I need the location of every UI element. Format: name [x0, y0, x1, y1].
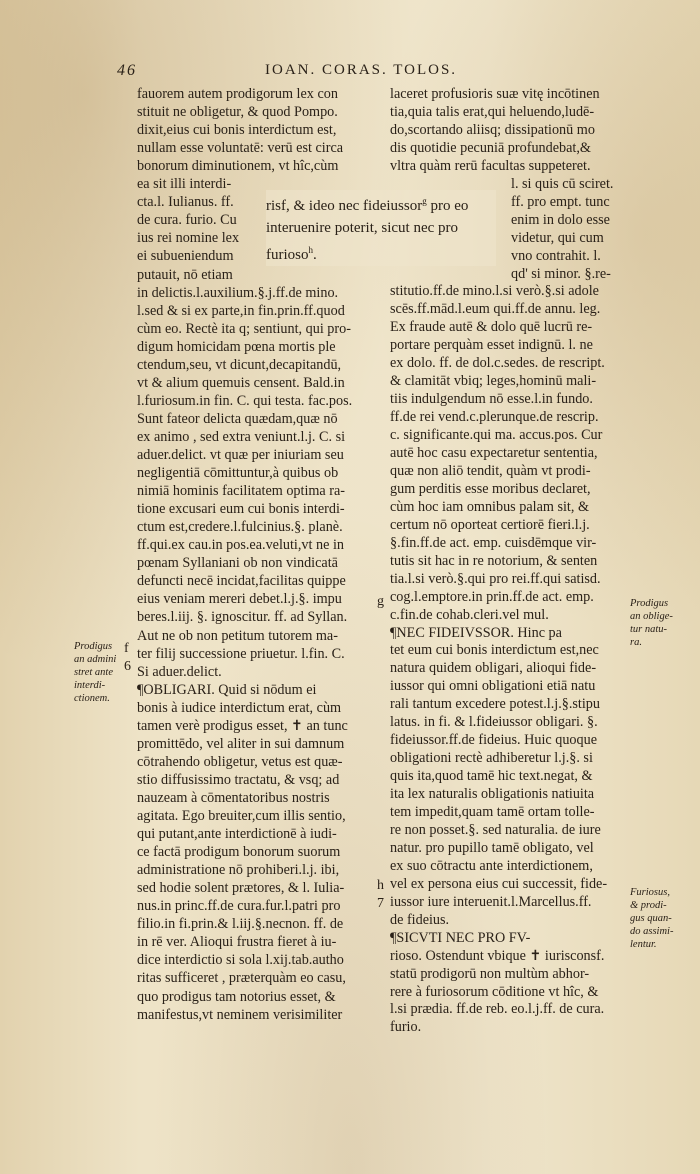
reference-mark-g: g	[377, 594, 384, 609]
text-line: vltra quàm rerū facultas suppeteret.	[390, 157, 591, 174]
center-insert-line	[266, 217, 496, 239]
text-line: ¶SICVTI NEC PRO FV-	[390, 929, 531, 946]
text-line: c. significante.qui ma. accus.pos. Cur	[390, 427, 603, 444]
text-line: sed hodie solent prætores, & l. Iulia-	[137, 880, 345, 897]
text-line: beres.l.iij. §. ignoscitur. ff. ad Syllan.	[137, 609, 348, 626]
text-line: digum homicidam pœna mortis ple	[137, 338, 336, 355]
left-margin-note	[74, 640, 116, 705]
center-insert-text: interuenire poterit, sicut nec pro	[266, 220, 459, 236]
text-line: obligationi rectè adhiberetur l.j.§. si	[390, 750, 593, 767]
text-line: rali tantum excedere potest.l.j.§.stipu	[390, 696, 600, 713]
text-line: promittēdo, vel aliter in sui damnum	[137, 735, 345, 752]
text-line: bonorum diminutionem, vt hîc,cùm	[137, 158, 339, 175]
center-insert-text: risf, & ideo nec fideiussor$^g$ pro eo	[266, 196, 469, 214]
note-line: gus quan-	[630, 913, 672, 924]
text-line: dis quotidie pecuniā profundebat,&	[390, 139, 591, 156]
text-line: rioso. Ostendunt vbique ✝ iurisconsf.	[390, 947, 605, 964]
note-line: do assimi-	[630, 926, 674, 937]
text-line: autē hoc casu expectaretur sententia,	[390, 445, 598, 461]
note-line: ra.	[630, 637, 642, 648]
text-line: nullam esse voluntatē: verū est circa	[137, 140, 344, 157]
text-line: tamen verè prodigus esset, ✝ an tunc	[137, 717, 348, 734]
text-line: ex animo , sed extra veniunt.l.j. C. si	[137, 428, 346, 445]
text-line: re non posset.§. sed naturalia. de iure	[390, 821, 601, 838]
text-line: ff.de rei vend.c.plerunque.de rescrip.	[390, 409, 599, 426]
superscript-mark: h	[308, 245, 313, 255]
text-line: enim in dolo esse	[511, 211, 610, 228]
text-line: ex dolo. ff. de dol.c.sedes. de rescript.	[390, 355, 605, 372]
text-line: c.fin.de cohab.cleri.vel mul.	[390, 606, 549, 623]
text-line: quæ non aliō tendit, quàm vt prodi-	[390, 462, 591, 479]
text-line: tutis sit hac in re notorium, & senten	[390, 552, 598, 569]
text-line: furio.	[390, 1019, 422, 1036]
center-insert-line	[266, 190, 496, 217]
right-margin-note-2	[630, 886, 673, 951]
center-insert	[266, 190, 496, 266]
text-line: agitata. Ego breuiter,cum illis sentio,	[137, 808, 346, 824]
text-line: natura quidem obligari, alioqui fide-	[390, 660, 597, 677]
text-line: quis ita,quod tamē hic text.negat, &	[390, 768, 593, 785]
text-line: filio.in fi.prin.& l.iij.§.necnon. ff. de	[137, 916, 344, 933]
center-insert-line	[266, 239, 496, 266]
text-line: tem impedit,quam tamē ortam tolle-	[390, 804, 595, 820]
text-line: de fideius.	[390, 911, 450, 928]
text-line: de cura. furio. Cu	[137, 212, 237, 229]
text-line: ritas sufficeret , præterquàm eo casu,	[137, 970, 346, 987]
text-line: certum nō oporteat certiorē fieri.l.j.	[390, 516, 590, 533]
text-line: iussor qui omni obligationi etiā natu	[390, 678, 596, 695]
text-line: negligentiā cōmittuntur,à quibus ob	[137, 465, 339, 482]
text-line: cog.l.emptore.in prin.ff.de act. emp.	[390, 588, 594, 605]
text-line: ¶OBLIGARI. Quid si nōdum ei	[137, 681, 317, 698]
text-line: videtur, qui cum	[511, 229, 604, 246]
text-line: ¶NEC FIDEIVSSOR. Hinc pa	[390, 624, 562, 641]
note-line: tur natu-	[630, 624, 668, 635]
text-line: ff.qui.ex cau.in pos.ea.veluti,vt ne in	[137, 537, 344, 554]
text-line: ei subueniendum	[137, 248, 234, 265]
note-line: stret ante	[74, 667, 113, 678]
text-line: latus. in fi. & l.fideiussor obligari. §.	[390, 714, 598, 731]
text-line: scēs.ff.mād.l.eum qui.ff.de annu. leg.	[390, 301, 601, 318]
text-line: bonis à iudice interdictum erat, cùm	[137, 699, 342, 716]
text-line: cùm eo. Rectè ita q; sentiunt, qui pro-	[137, 320, 351, 337]
text-line: l.sed & si ex parte,in fin.prin.ff.quod	[137, 302, 345, 319]
text-line: Aut ne ob non petitum tutorem ma-	[137, 627, 338, 644]
text-line: tet eum cui bonis interdictum est,nec	[390, 642, 599, 659]
text-line: qui putant,ante interdictionē à iudi-	[137, 826, 337, 843]
text-line: ius rei nomine lex	[137, 230, 240, 247]
text-line: dixit,eius cui bonis interdictum est,	[137, 122, 337, 139]
text-line: vt & alium quemuis censent. Bald.in	[137, 374, 345, 391]
text-line: fideiussor.ff.de fideius. Huic quoque	[390, 732, 597, 749]
text-line: ita lex naturalis obligationis natiuita	[390, 786, 595, 803]
superscript-mark: g	[422, 196, 427, 206]
text-line: eius veniam mereri debet.l.j.§. impu	[137, 591, 342, 608]
note-line: an admini	[74, 654, 117, 665]
text-line: Ex fraude autē & dolo quē lucrū re-	[390, 319, 593, 336]
text-line: quo prodigus tam notorius esset, &	[137, 988, 336, 1005]
reference-mark-h: h	[377, 878, 384, 893]
text-line: in delictis.l.auxilium.§.j.ff.de mino.	[137, 284, 339, 301]
text-line: aduer.delict. vt quæ per iniuriam seu	[137, 447, 344, 463]
text-line: gum perditis esse moribus declaret,	[390, 480, 591, 497]
reference-mark-7: 7	[377, 896, 384, 911]
reference-mark-f: f	[124, 641, 129, 656]
text-line: l.si prædia. ff.de reb. eo.l.j.ff. de cura.	[390, 1001, 605, 1018]
text-line: nauzeam à cōmentatoribus nostris	[137, 789, 330, 806]
text-line: in rē ver. Alioqui frustra fieret à iu-	[137, 934, 337, 951]
center-insert-text: furioso$^h$.	[266, 245, 317, 263]
text-line: ce factā prodigum bonorum suorum	[137, 844, 341, 861]
text-line: portare perquàm esset indignū. l. ne	[390, 337, 593, 354]
text-line: administratione nō prohiberi.l.j. ibi,	[137, 862, 340, 879]
text-line: tione excusari eum cui bonis interdi-	[137, 501, 345, 518]
text-line: stituit ne obligetur, & quod Pompo.	[137, 104, 338, 121]
text-line: do,scortando aliisq; dissipationū mo	[390, 121, 595, 138]
text-line: l. si quis cū sciret.	[511, 175, 614, 192]
text-line: §.fin.ff.de act. emp. cuisdēmque vir-	[390, 534, 597, 551]
text-line: qd' si minor. §.re-	[511, 265, 611, 282]
reference-mark-6: 6	[124, 659, 131, 674]
text-line: cta.l. Iulianus. ff.	[137, 194, 234, 211]
text-line: vno contrahit. l.	[511, 247, 601, 264]
text-line: ff. pro empt. tunc	[511, 193, 610, 210]
text-line: stio diffusissimo tractatu, & vsq; ad	[137, 771, 340, 788]
text-line: ctum est,credere.l.fulcinius.§. planè.	[137, 519, 343, 536]
text-line: ter filij successione priuetur. l.fin. C.	[137, 645, 345, 662]
note-line: Furiosus,	[630, 887, 670, 898]
note-line: interdi-	[74, 680, 106, 691]
text-line: ex suo cōtractu ante interdictionem,	[390, 857, 593, 874]
right-margin-note-1	[630, 597, 673, 649]
text-line: stitutio.ff.de mino.l.si verò.§.si adole	[390, 283, 599, 300]
text-line: Sunt fateor delicta quædam,quæ nō	[137, 410, 338, 427]
text-line: ctendum,seu, vt dicunt,decapitandū,	[137, 356, 342, 373]
text-line: tiis indulgendum nō esse.l.in fundo.	[390, 391, 593, 408]
text-line: pœnam Syllaniani ob non vindicatā	[137, 555, 338, 572]
running-title: IOAN. CORAS. TOLOS.	[265, 62, 458, 78]
text-line: manifestus,vt neminem verisimiliter	[137, 1006, 343, 1023]
text-line: rere à furiosorum cōditione vt hîc, &	[390, 983, 599, 1000]
note-line: & prodi-	[630, 900, 667, 911]
note-line: Prodigus	[630, 598, 669, 609]
text-line: natur. pro pupillo tamē obligato, vel	[390, 839, 594, 856]
text-line: defuncti necē incidat,facilitas quippe	[137, 573, 346, 590]
text-line: tia.l.si verò.§.qui pro rei.ff.qui satisd.	[390, 570, 601, 587]
note-line: an oblige-	[630, 611, 673, 622]
text-line: Si aduer.delict.	[137, 663, 222, 680]
text-line: vel ex persona eius cui successit, fide-	[390, 875, 608, 892]
text-line: l.furiosum.in fin. C. qui testa. fac.pos.	[137, 392, 353, 409]
text-line: nimiā hominis facilitatem optima ra-	[137, 483, 346, 500]
text-line: fauorem autem prodigorum lex con	[137, 86, 338, 102]
note-line: lentur.	[630, 939, 657, 950]
text-line: iussor iure interuenit.l.Marcellus.ff.	[390, 893, 592, 910]
text-line: statū prodigorū non multùm abhor-	[390, 965, 590, 982]
note-line: Prodigus	[74, 641, 113, 652]
text-line: putauit, nō etiam	[137, 266, 233, 283]
note-line: ctionem.	[74, 693, 110, 704]
text-line: nus.in princ.ff.de cura.fur.l.patri pro	[137, 898, 341, 915]
text-line: cùm hoc iam omnibus palam sit, &	[390, 498, 589, 515]
text-line: cōtrahendo obligetur, vetus est quæ-	[137, 753, 343, 770]
text-line: ea sit illi interdi-	[137, 176, 232, 193]
text-line: dice interdictio si sola l.xij.tab.autho	[137, 952, 344, 969]
text-line: laceret profusioris suæ vitę incōtinen	[390, 86, 600, 102]
page-number: 46	[117, 62, 137, 79]
text-line: tia,quia talis erat,qui heluendo,ludē-	[390, 103, 595, 120]
text-line: & clamitāt vbiq; leges,hominū mali-	[390, 373, 597, 390]
